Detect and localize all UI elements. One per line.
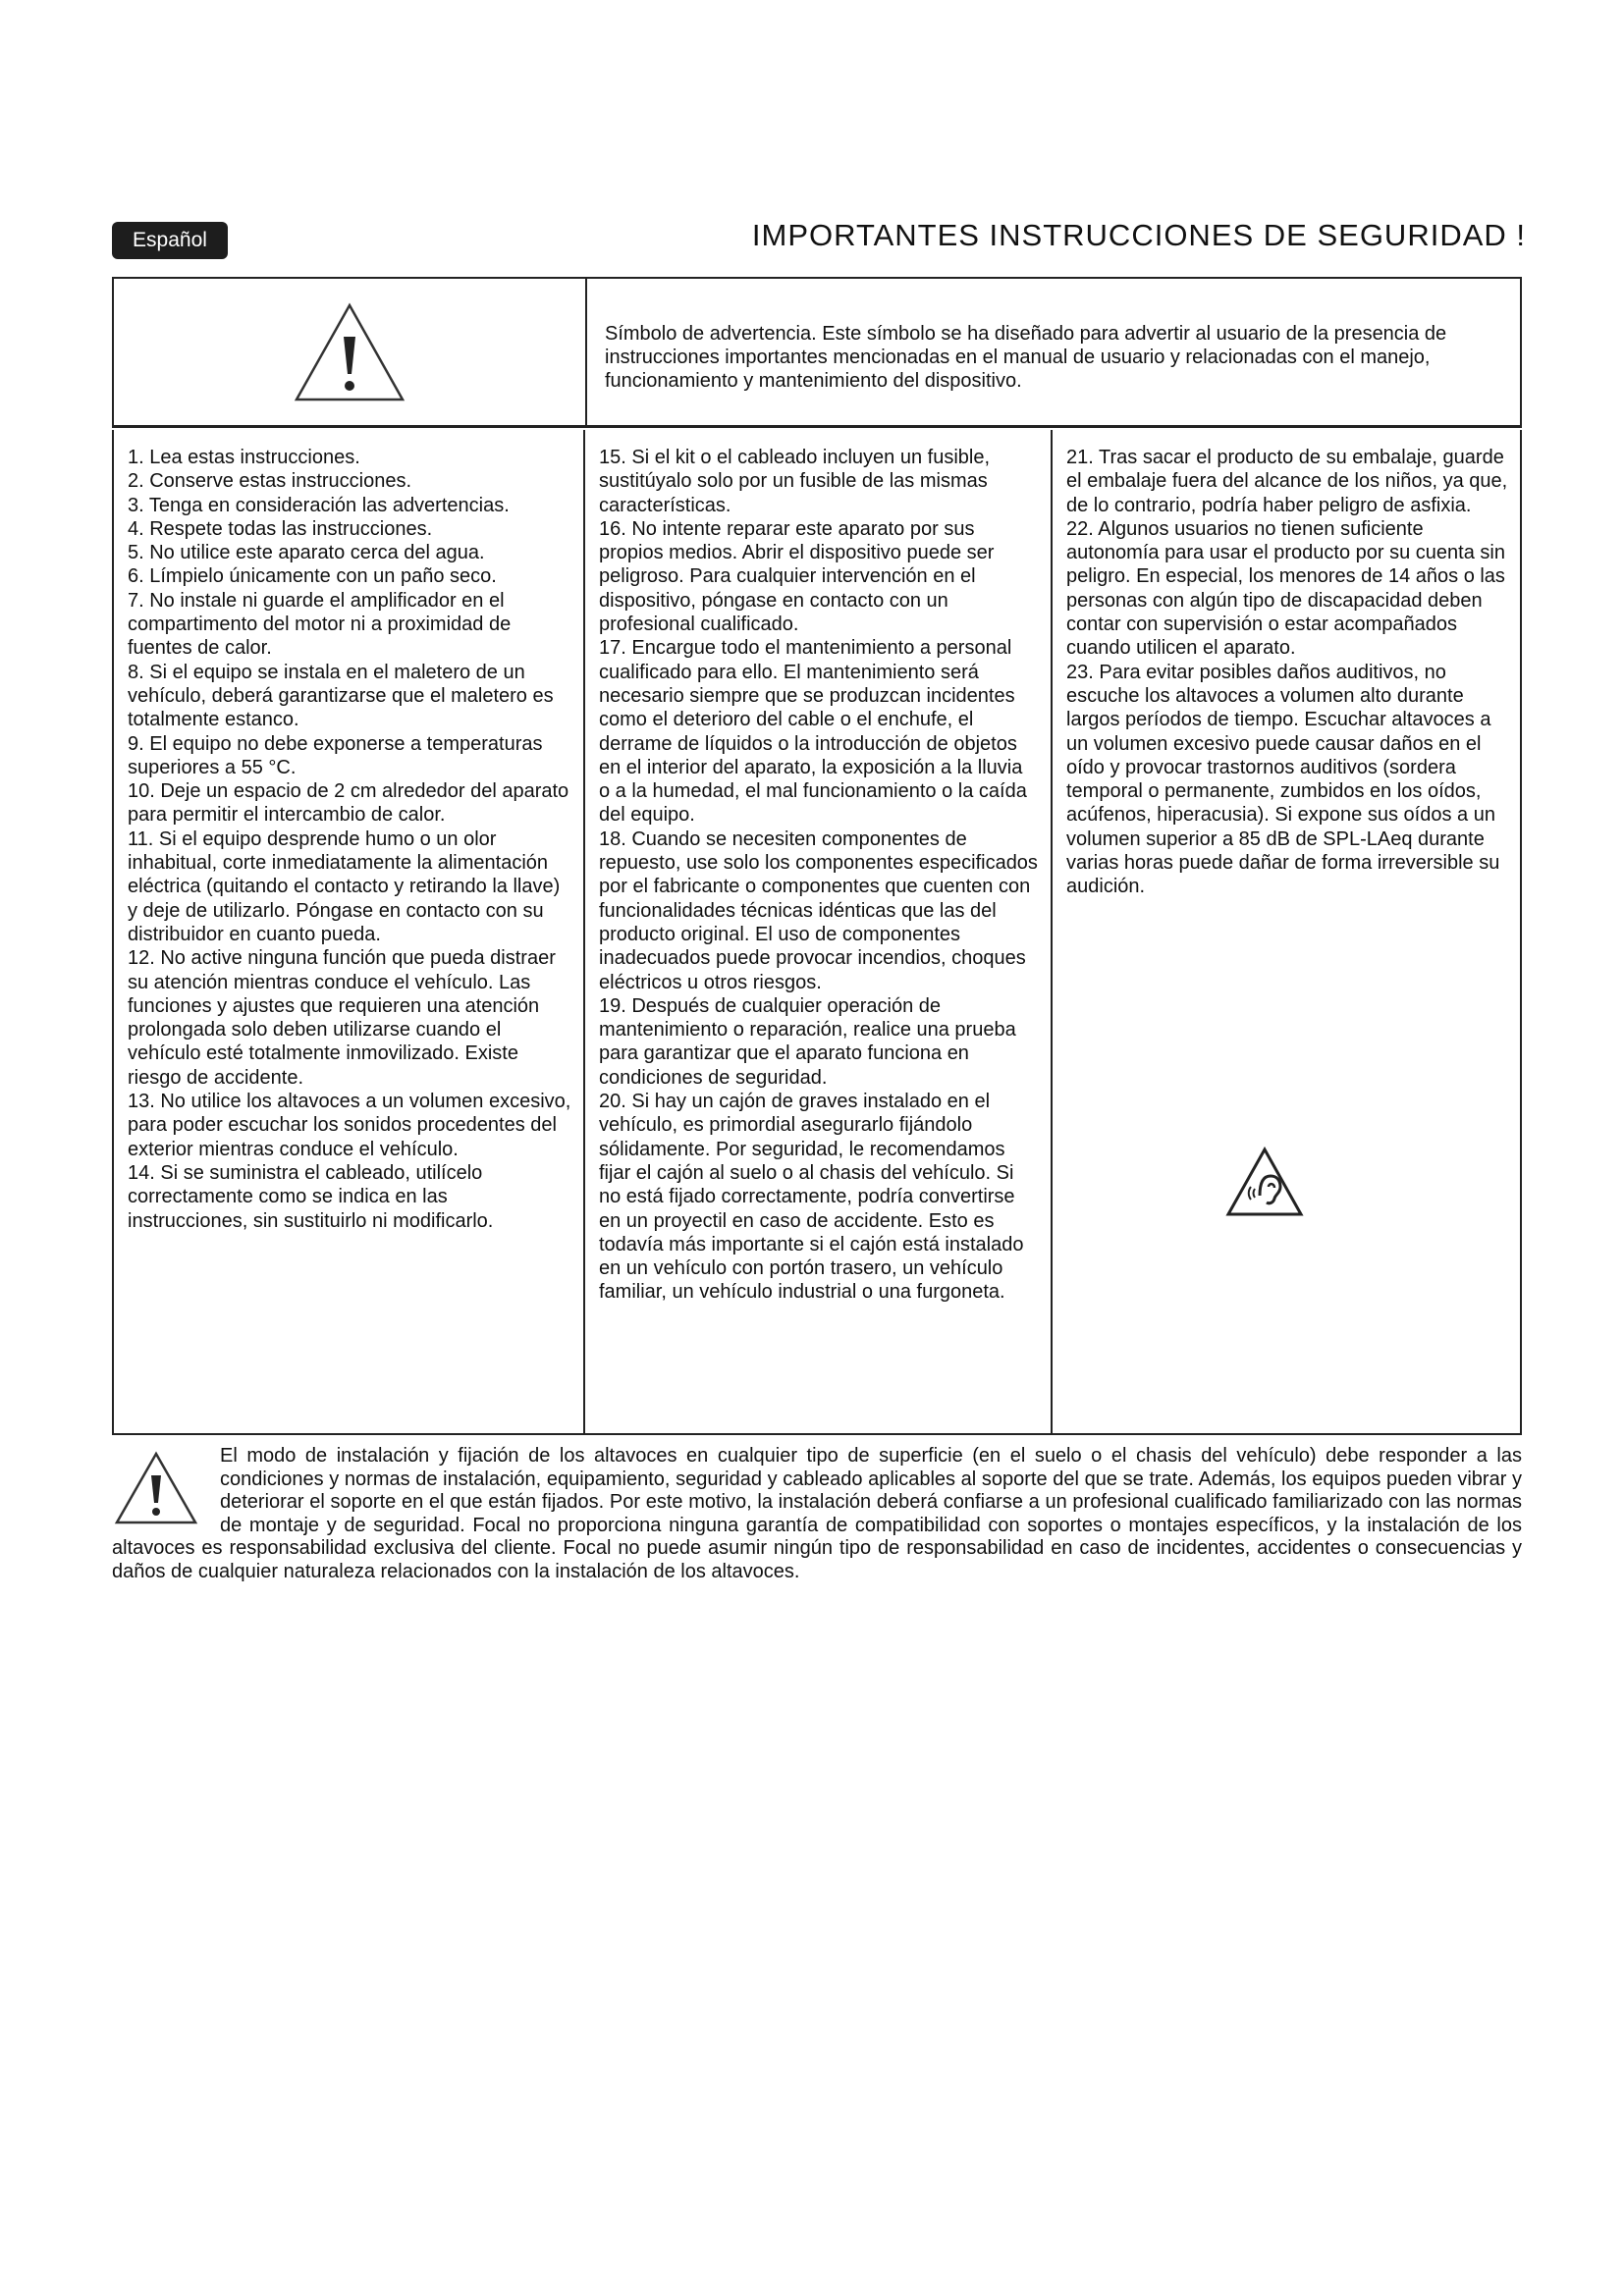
instructions-column-1 [114,430,585,1433]
list-item: 13. No utilice los altavoces a un volumen excesivo, para poder escuchar los sonidos procedentes del exterior mientras conduce el vehículo. [128,1091,571,1160]
disclaimer-text: El modo de instalación y fijación de los altavoces en cualquier tipo de superficie (en el suelo o el chasis del vehículo) debe responder a las condiciones y normas de instalación, equipamiento, seguridad y cableado aplicables al soporte del que se trate. Además, los equipos pueden vibrar y deteriorar el soporte en el que están fijados. Por este motivo, la instalación deberá confiarse a un profesional cualificado familiarizado con las normas de montaje y de seguridad. Focal no proporciona ninguna garantía de compatibilidad con soportes o montajes específicos, y la instalación de los altavoces es responsabilidad exclusiva del cliente. Focal no puede asumir ningún tipo de responsabilidad en caso de incidentes, accidentes o consecuencias y daños de cualquier naturaleza relacionados con la instalación de los altavoces. [112,1445,1522,1582]
list-item: 17. Encargue todo el mantenimiento a personal cualificado para ello. El mantenimiento será necesario siempre que se produzcan incidentes como el deterioro del cable o el enchufe, el derrame de líquidos o la introducción de objetos en el interior del aparato, la exposición a la lluvia o a la humedad, el mal funcionamiento o la caída del equipo. [599,637,1027,827]
list-item: 22. Algunos usuarios no tienen suficiente autonomía para usar el producto por su cuenta sin peligro. En especial, los menores de 14 años o las personas con algún tipo de discapacidad deben contar con supervisión o estar acompañados cuando utilicen el aparato. [1066,517,1505,660]
instructions-column-3 [1053,430,1520,1433]
warning-symbol-description: Símbolo de advertencia. Este símbolo se ha diseñado para advertir al usuario de la presencia de instrucciones importantes mencionadas en el manual de usuario y relacionadas con el manejo, funcionamiento y mantenimiento del dispositivo. [605,323,1447,392]
list-item: 2. Conserve estas instrucciones. [128,470,412,493]
list-item: 4. Respete todas las instrucciones. [128,517,433,540]
list-item: 12. No active ninguna función que pueda distraer su atención mientras conduce el vehículo. Las funciones y ajustes que requieren una atención prolongada solo deben utilizarse cuando el vehículo esté totalmente inmovilizado. Existe riesgo de accidente. [128,947,556,1089]
instructions-table [112,430,1522,1435]
list-item: 6. Límpielo únicamente con un paño seco. [128,565,497,588]
list-item: 14. Si se suministra el cableado, utilícelo correctamente como se indica en las instrucciones, sin sustituirlo ni modificarlo. [128,1161,494,1232]
warning-icon-cell [114,279,587,425]
hearing-warning-icon [1225,1147,1304,1217]
list-item: 16. No intente reparar este aparato por sus propios medios. Abrir el dispositivo puede ser peligroso. Para cualquier intervención en el dispositivo, póngase en contacto con un profesional cualificado. [599,517,995,636]
page-title: IMPORTANTES INSTRUCCIONES DE SEGURIDAD ! [751,218,1526,252]
list-item: 7. No instale ni guarde el amplificador en el compartimento del motor ni a proximidad de fuentes de calor. [128,589,512,660]
list-item: 18. Cuando se necesiten componentes de repuesto, use solo los componentes especificados por el fabricante o componentes que cuenten con funcionalidades técnicas idénticas que las del producto original. El uso de componentes inadecuados puede provocar incendios, choques eléctricos u otros riesgos. [599,828,1038,993]
list-item: 1. Lea estas instrucciones. [128,447,360,468]
list-item: 21. Tras sacar el producto de su embalaje, guarde el embalaje fuera del alcance de los niños, ya que, de lo contrario, podría haber peligro de asfixia. [1066,447,1508,516]
list-item: 15. Si el kit o el cableado incluyen un fusible, sustitúyalo solo por un fusible de las mismas características. [599,447,991,516]
language-badge: Español [112,222,228,259]
warning-symbol-table [112,277,1522,428]
list-item: 9. El equipo no debe exponerse a temperaturas superiores a 55 °C. [128,732,543,778]
list-item: 8. Si el equipo se instala en el maletero de un vehículo, deberá garantizarse que el maletero es totalmente estanco. [128,661,554,731]
list-item: 20. Si hay un cajón de graves instalado en el vehículo, es primordial asegurarlo fijándolo sólidamente. Por seguridad, le recomendamos fijar el cajón al suelo o al chasis del vehículo. Si no está fijado correctamente, podría convertirse en un proyectil en caso de accidente. Esto es todavía más importante si el cajón está instalado en un vehículo con portón trasero, un vehículo familiar, un vehículo industrial o una furgoneta. [599,1091,1024,1304]
list-item: 10. Deje un espacio de 2 cm alrededor del aparato para permitir el intercambio de calor. [128,780,569,827]
warning-triangle-icon [114,1451,198,1525]
list-item: 5. No utilice este aparato cerca del agua. [128,542,485,564]
instructions-column-2 [585,430,1053,1433]
list-item: 11. Si el equipo desprende humo o un olor inhabitual, corte inmediatamente la alimentación eléctrica (quitando el contacto y retirando la llave) y deje de utilizarlo. Póngase en contacto con su distribuidor en cuanto pueda. [128,828,561,945]
list-item: 23. Para evitar posibles daños auditivos, no escuche los altavoces a volumen alto durante largos períodos de tiempo. Escuchar altavoces a un volumen excesivo puede causar daños en el oído y provocar trastornos auditivos (sordera temporal o permanente, zumbidos en los oídos, acúfenos, hiperacusia). Si expone sus oídos a un volumen superior a 85 dB de SPL-LAeq durante varias horas puede dañar de forma irreversible su audición. [1066,661,1500,898]
list-item: 3. Tenga en consideración las advertencias. [128,494,510,516]
list-item: 19. Después de cualquier operación de mantenimiento o reparación, realice una prueba para garantizar que el aparato funciona en condiciones de seguridad. [599,994,1016,1089]
warning-triangle-icon [293,301,406,403]
installation-disclaimer [112,1445,1522,1583]
